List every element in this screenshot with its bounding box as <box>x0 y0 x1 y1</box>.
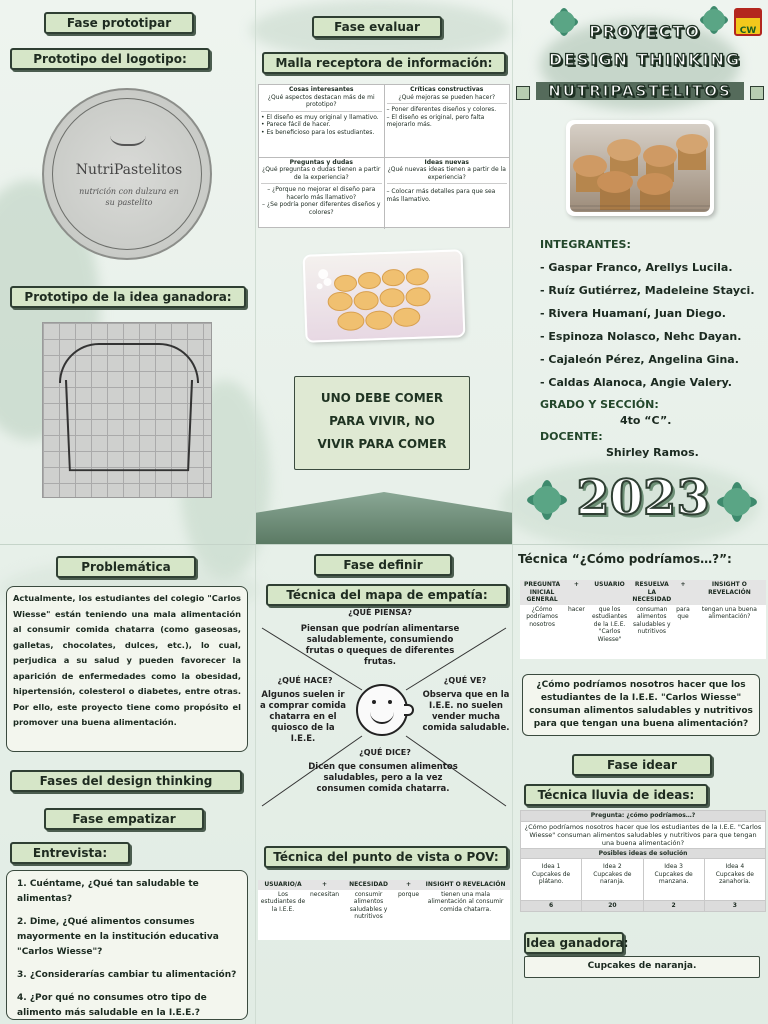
fase-prototipar-tag: Fase prototipar <box>44 12 194 34</box>
lluvia-question: ¿Cómo podríamos nosotros hacer que los estudiantes de la I.E.E. "Carlos Wiesse" consuman alimentos saludables y nutritivos para que tengan una buena alimentación? <box>521 821 766 848</box>
malla-q2-title: Críticas constructivas <box>410 86 484 93</box>
problematica-tag: Problemática <box>56 556 196 578</box>
como-header: INSIGHT O REVELACIÓN <box>693 580 766 605</box>
project-title-bar <box>516 82 764 106</box>
docente-label: DOCENTE: <box>540 430 603 443</box>
pov-header: INSIGHT O REVELACIÓN <box>421 880 510 890</box>
prototipo-idea-tag: Prototipo de la idea ganadora: <box>10 286 246 308</box>
malla-q4-title: Ideas nuevas <box>424 158 469 166</box>
como-cell: tengan una buena alimentación? <box>701 605 757 620</box>
integrantes-list <box>540 256 760 394</box>
plant-decoration-icon <box>712 472 762 532</box>
malla-receptora-grid <box>258 84 510 228</box>
plant-decoration-icon <box>522 470 572 530</box>
cupcakes-hero-photo <box>566 120 714 216</box>
project-title-line3: NUTRIPASTELITOS <box>536 82 744 100</box>
cupcakes-icon <box>305 251 464 340</box>
fase-definir-tag: Fase definir <box>314 554 452 576</box>
malla-q1-title: Cosas interesantes <box>289 86 354 93</box>
lluvia-ideas-tag: Técnica lluvia de ideas: <box>524 784 708 806</box>
entrevista-tag: Entrevista: <box>10 842 130 864</box>
fold-divider <box>512 0 513 1024</box>
como-cell: para que <box>676 605 690 620</box>
pov-header: + <box>396 880 421 890</box>
lluvia-sub: Posibles ideas de solución <box>521 848 766 859</box>
entrevista-item: 4. ¿Por qué no consumes otro tipo de alimento más saludable en la I.E.E.? <box>17 993 207 1018</box>
grado-value: 4to “C”. <box>620 414 672 427</box>
entrevista-item: 1. Cuéntame, ¿Qué tan saludable te alimentas? <box>17 879 199 904</box>
prototipo-logotipo-tag: Prototipo del logotipo: <box>10 48 210 70</box>
quote-box <box>294 376 470 470</box>
lluvia-ideas-table <box>520 810 766 912</box>
idea-votes: 6 <box>521 901 582 912</box>
integrante-item: - Ruíz Gutiérrez, Madeleine Stayci. <box>540 284 755 297</box>
como-header: RESUELVA LA NECESIDAD <box>632 581 672 603</box>
como-podriamos-table <box>520 580 766 659</box>
como-cell: hacer <box>567 605 585 613</box>
cupcakes-icon <box>570 124 710 212</box>
malla-q2-item: – Poner diferentes diseños y colores. <box>386 106 497 113</box>
piensa-heading: ¿QUÉ PIENSA? <box>348 608 412 617</box>
problematica-text: Actualmente, los estudiantes del colegio "Carlos Wiesse" están teniendo una mala alimentación al consumir comida chatarra (como gaseosas, galletas, chocolates, dulces, etc.), lo cual, perjudica a su salud y pueden favorecer la aparición de enfermedades como la obesidad, hipertensión, colesterol o diabetes, entre otras. Por ello, este proyecto tiene como propósito el promover una buena alimentación. <box>13 593 241 727</box>
fold-divider <box>0 544 768 545</box>
fase-empatizar-tag: Fase empatizar <box>44 808 204 830</box>
como-header: PREGUNTA INICIAL GENERAL <box>520 580 564 605</box>
idea-ganadora-tag: Idea ganadora: <box>524 932 624 954</box>
pov-cell: porque <box>397 890 420 898</box>
idea-cell: Idea 3 Cupcakes de manzana. <box>643 859 704 901</box>
hace-heading: ¿QUÉ HACE? <box>277 676 333 685</box>
pov-cell: consumir alimentos saludables y nutritivos <box>349 890 388 920</box>
malla-receptora-tag: Malla receptora de información: <box>262 52 506 74</box>
malla-q1-item: • Parece fácil de hacer. <box>261 121 331 128</box>
lluvia-head: Pregunta: ¿cómo podríamos…? <box>521 811 766 822</box>
como-header: USUARIO <box>589 580 631 605</box>
malla-q4-question: ¿Qué nuevas ideas tienen a partir de la experiencia? <box>387 166 508 184</box>
malla-q3-question: ¿Qué preguntas o dudas tienen a partir de la experiencia? <box>261 166 382 184</box>
year-text: 2023 <box>576 470 710 526</box>
idea-cell: Idea 4 Cupcakes de zanahoria. <box>704 859 765 901</box>
fase-evaluar-tag: Fase evaluar <box>312 16 442 38</box>
entrevista-item: 2. Dime, ¿Qué alimentos consumes mayormente en la institución educativa "Carlos Wiesse"? <box>17 917 219 957</box>
como-question-text: ¿Cómo podríamos nosotros hacer que los estudiantes de la I.E.E. "Carlos Wiesse" consuman alimentos saludables y nutritivos para que tengan una buena alimentación? <box>529 680 753 729</box>
malla-q1-item: • El diseño es muy original y llamativo. <box>261 113 379 121</box>
integrante-item: - Espinoza Nolasco, Nehc Dayan. <box>540 330 742 343</box>
integrante-item: - Caldas Alanoca, Angie Valery. <box>540 376 732 389</box>
malla-q3-item: – ¿Porque no mejorar el diseño para hacerlo más llamativo? <box>267 186 376 201</box>
fases-tag: Fases del design thinking <box>10 770 242 792</box>
logo-sketch-text: NutriPastelitos <box>75 162 183 178</box>
pov-header: USUARIO/A <box>258 880 308 890</box>
pov-cell: Los estudiantes de la I.E.E. <box>260 890 306 913</box>
docente-value: Shirley Ramos. <box>606 446 699 459</box>
integrantes-label: INTEGRANTES: <box>540 238 631 251</box>
idea-ganadora-box <box>524 956 760 978</box>
dice-text: Dicen que consumen alimentos saludables, pero a la vez consumen comida chatarra. <box>308 762 458 794</box>
pov-cell: necesitan <box>309 890 340 898</box>
pov-header: NECESIDAD <box>341 880 396 890</box>
face-icon <box>356 684 408 736</box>
como-cell: que los estudiantes de la I.E.E. "Carlos Wiesse" <box>591 605 628 643</box>
como-question-box <box>522 674 760 736</box>
entrevista-item: 3. ¿Considerarías cambiar tu alimentación? <box>17 970 237 980</box>
como-cell: ¿Cómo podríamos nosotros <box>526 605 558 628</box>
integrante-item: - Cajaleón Pérez, Angelina Gina. <box>540 353 739 366</box>
dice-heading: ¿QUÉ DICE? <box>359 748 411 757</box>
quote-text: UNO DEBE COMER PARA VIVIR, NO VIVIR PARA COMER <box>317 391 447 451</box>
idea-sketch <box>42 322 212 498</box>
grado-label: GRADO Y SECCIÓN: <box>540 398 659 411</box>
malla-q2-item: – El diseño es original, pero falta mejorarlo más. <box>386 113 485 128</box>
malla-q1-item: • Es beneficioso para los estudiantes. <box>261 128 375 136</box>
malla-q3-title: Preguntas y dudas <box>289 158 353 166</box>
idea-votes: 20 <box>582 901 643 912</box>
pov-cell: tienen una mala alimentación al consumir comida chatarra. <box>427 890 504 913</box>
malla-q4-item: – Colocar más detalles para que sea más llamativo. <box>386 188 496 203</box>
fold-divider <box>255 0 256 1024</box>
idea-cell: Idea 2 Cupcakes de naranja. <box>582 859 643 901</box>
malla-q1-question: ¿Qué aspectos destacan más de mi prototipo? <box>261 94 382 112</box>
integrante-item: - Gaspar Franco, Arellys Lucila. <box>540 261 733 274</box>
idea-ganadora-value: Cupcakes de naranja. <box>587 961 697 971</box>
pov-tag: Técnica del punto de vista o POV: <box>264 846 508 868</box>
logo-sketch-subtext: nutrición con dulzura en su pastelito <box>79 187 179 207</box>
project-title-line1: PROYECTO <box>589 22 701 41</box>
cupcake-sketch-icon <box>59 343 199 383</box>
logo-sketch <box>42 88 212 260</box>
idea-votes: 3 <box>704 901 765 912</box>
ve-text: Observa que en la I.E.E. no suelen vender mucha comida saludable. <box>422 690 510 733</box>
entrevista-box <box>6 870 248 1020</box>
idea-cell: Idea 1 Cupcakes de plátano. <box>521 859 582 901</box>
malla-q2-question: ¿Qué mejoras se pueden hacer? <box>387 94 508 105</box>
fase-idear-tag: Fase idear <box>572 754 712 776</box>
pov-header: + <box>308 880 341 890</box>
piensa-text: Piensan que podrían alimentarse saludablemente, consumiendo frutas o queques de diferentes frutas. <box>300 624 460 667</box>
idea-votes: 2 <box>643 901 704 912</box>
ve-heading: ¿QUÉ VE? <box>443 676 487 685</box>
mapa-empatia-tag: Técnica del mapa de empatía: <box>266 584 508 606</box>
project-title-line2: DESIGN THINKING <box>548 50 742 69</box>
pov-table <box>258 880 510 940</box>
como-cell: consuman alimentos saludables y nutritivos <box>633 605 671 635</box>
como-podriamos-heading: Técnica “¿Cómo podríamos…?”: <box>518 552 732 566</box>
malla-q3-item: – ¿Se podría poner diferentes diseños y colores? <box>262 201 381 216</box>
integrante-item: - Rivera Huamaní, Juan Diego. <box>540 307 726 320</box>
problematica-box <box>6 586 248 752</box>
como-header: + <box>564 580 589 605</box>
cupcakes-photo <box>305 251 464 340</box>
hace-text: Algunos suelen ir a comprar comida chatarra en el quiosco de la I.E.E. <box>259 690 347 744</box>
school-badge: CW <box>734 8 762 36</box>
como-header: + <box>673 580 693 605</box>
cupcake-sketch-icon <box>110 120 146 146</box>
